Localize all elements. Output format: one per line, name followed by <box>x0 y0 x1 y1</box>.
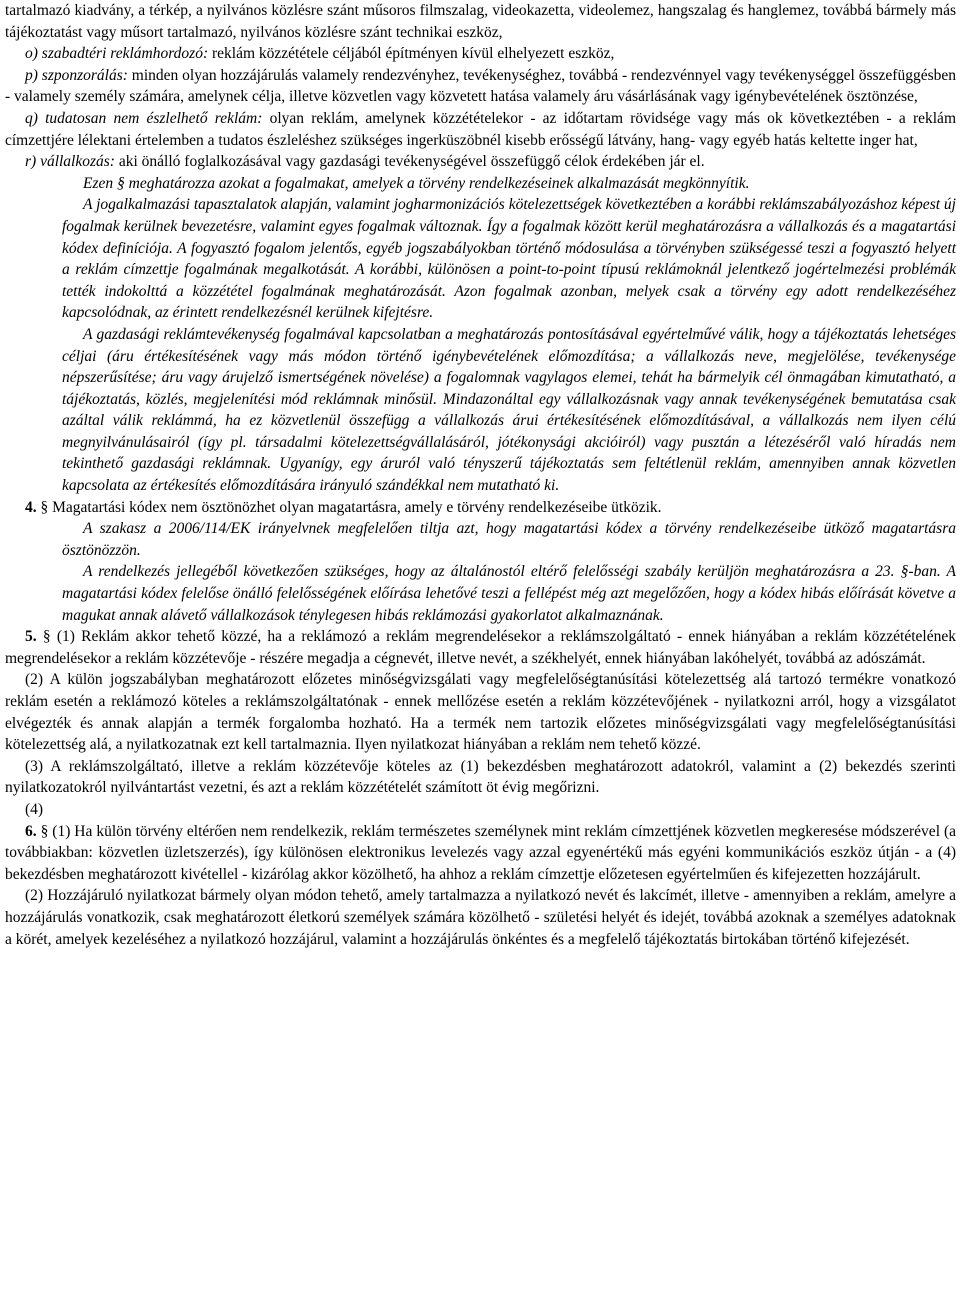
definition-term: p) szponzorálás: <box>25 66 128 84</box>
section-number: 5. <box>25 628 37 646</box>
definition-text: olyan reklám, amelynek közzétételekor - az időtartam rövidsége vagy más ok következtében - a reklám címzettjére lélektani értelemben a tudatos észleléshez szükséges ingerküszöbnél kisebb erősségű látvány, hang- vagy egyéb hatás keltette inger hat, <box>5 109 956 149</box>
definition-text: reklám közzététele céljából építményen kívül elhelyezett eszköz, <box>208 45 615 63</box>
definition-term: q) tudatosan nem észlelhető reklám: <box>25 109 263 127</box>
section-text: (1) Reklám akkor tehető közzé, ha a reklámozó a reklám megrendelésekor a reklámszolgáltató - ennek hiányában a reklám közzétételének megrendelésekor a reklám közzétevője - részére megadja a cégnevét, illetve nevét, a székhelyét, ennek hiányában lakóhelyét, továbbá az adószámát. <box>5 628 956 667</box>
definition-term: o) szabadtéri reklámhordozó: <box>25 45 209 63</box>
paragraph-6-2: (2) Hozzájáruló nyilatkozat bármely olyan módon tehető, amely tartalmazza a nyilatkozó nevét és lakcímét, illetve - amennyiben a reklám, amelyre a hozzájárulás vonatkozik, csak meghatározott életkorú személyek számára közölhető - születési helyét és idejét, továbbá azoknak a személyes adatoknak a körét, amelyek kezeléséhez a nyilatkozó hozzájárul, valamint a hozzájárulás önkéntes és a megfelelő tájékoztatás birtokában történő kifejezését. <box>5 887 956 948</box>
reasoning-paragraph: A gazdasági reklámtevékenység fogalmával kapcsolatban a meghatározás pontosításával egyértelművé válik, hogy a tájékoztatás lehetséges céljai (áru értékesítésének vagy más módon történő igénybevételének előmozdítása; a vállalkozás neve, megjelölése, tevékenysége népszerűsítése; áru vagy árujelző ismertségének növelése) a fogalomnak vagylagos elemei, tehát ha bármelyik cél önmagában kimutatható, a tájékoztatás, közlés, megjelenítési mód reklámnak minősül. Mindazonáltal egy vállalkozásnak vagy annak tevékenységének bemutatása csak azáltal válik reklámmá, ha ez közvetlenül összefügg a vállalkozás árui értékesítésének előmozdításával, a vállalkozás nem ilyen célú megnyilvánulásairól (így pl. társadalmi kötelezettségvállalásáról, jótékonysági akcióiról) vagy pusztán a létezéséről való híradás nem tekinthető gazdasági reklámnak. Ugyanígy, egy áruról való tényszerű tájékoztatás sem feltétlenül reklám, amennyiben annak közvetlen kapcsolata az értékesítés előmozdítására irányuló szándékkal nem mutatható ki. <box>62 325 956 495</box>
section-number: 6. <box>25 822 37 840</box>
section-6 <box>5 821 956 886</box>
section-mark: § <box>40 498 49 516</box>
section-text: Magatartási kódex nem ösztönözhet olyan magatartásra, amely e törvény rendelkezéseibe ütközik. <box>48 498 662 516</box>
section-text: (1) Ha külön törvény eltérően nem rendelkezik, reklám természetes személynek mint reklám címzettjének közvetlen megkeresése módszerével (a továbbiakban: közvetlen üzletszerzés), így különösen elektronikus levelezés vagy azzal egyenértékű más egyéni kommunikációs eszköz útján - a (4) bekezdésben meghatározott kivétellel - kizárólag akkor közölhető, ha ahhoz a reklám címzettje előzetesen egyértelműen és kifejezetten hozzájárult. <box>5 822 956 883</box>
definition-text: aki önálló foglalkozásával vagy gazdasági tevékenységével összefüggő célok érdekében jár el. <box>114 153 705 171</box>
definition-r <box>5 151 956 173</box>
reasoning-paragraph: Ezen § meghatározza azokat a fogalmakat, amelyek a törvény rendelkezéseinek alkalmazását megkönnyítik. <box>83 174 750 192</box>
definition-o <box>5 43 956 65</box>
paragraph-5-2: (2) A külön jogszabályban meghatározott előzetes minőségvizsgálati vagy megfelelőségtanúsítási kötelezettség alá tartozó termékre vonatkozó reklám esetén a reklámozó köteles a reklámszolgáltatónak - ennek mellőzése esetén a reklám közzétevőjének - nyilatkozni arról, hogy a vizsgálatot elvégezték és annak alapján a termék forgalomba hozható. Ha a termék nem tartozik előzetes minőségvizsgálati vagy megfelelőségtanúsítási kötelezettség alá, a nyilatkozatnak ezt kell tartalmaznia. Ilyen nyilatkozat hiányában a reklám nem tehető közzé. <box>5 671 956 754</box>
reasoning-paragraph: A rendelkezés jellegéből következően szükséges, hogy az általánostól eltérő felelősségi szabály kerüljön meghatározásra a 23. §-ban. A magatartási kódex felelőse önálló felelősségének előírása lehetővé teszi a fellépést még azt megelőzően, hogy a kódex hibás előírását követve a magukat annak alávető vállalkozások ténylegesen hibás reklámozási gyakorlatot alkalmaznának. <box>62 563 956 624</box>
section-5 <box>5 626 956 669</box>
definition-term: r) vállalkozás: <box>25 153 115 171</box>
section-4 <box>5 497 956 519</box>
section-mark: § <box>40 822 49 840</box>
paragraph-5-3: (3) A reklámszolgáltató, illetve a reklám közzétevője köteles az (1) bekezdésben meghatározott adatokról, valamint a (2) bekezdés szerinti nyilatkozatokról nyilvántartást vezetni, és azt a reklám közzétételét számított öt évig megőrizni. <box>5 757 956 797</box>
continuation-text: tartalmazó kiadvány, a térkép, a nyilvános közlésre szánt műsoros filmszalag, videokazetta, videolemez, hangszalag és hanglemez, továbbá bármely más tájékoztatást vagy műsort tartalmazó, nyilvános közlésre szánt technikai eszköz, <box>5 2 956 41</box>
paragraph-5-4: (4) <box>25 800 44 818</box>
section-number: 4. <box>25 498 37 516</box>
reasoning-paragraph: A jogalkalmazási tapasztalatok alapján, valamint jogharmonizációs kötelezettségek következtében a korábbi reklámszabályozáshoz képest új fogalmak kerülnek bevezetésre, valamint egyes fogalmak változnak. Így a fogalmak között kerül meghatározásra a vállalkozás és a magatartási kódex definíciója. A fogyasztó fogalom jelentős, egyéb jogszabályokban történő módosulása a törvényben szükségessé teszi a fogyasztó helyett a reklám címzettje fogalmának megalkotását. A korábbi, különösen a point-to-point típusú reklámoknál jelentkező jogértelmezési problémák tették indokolttá a közzététel fogalmának meghatározását. Azon fogalmak azonban, melyek csak a törvény egy adott rendelkezéséhez kapcsolódnak, az érintett rendelkezésnél kerülnek kifejtésre. <box>62 196 956 322</box>
section-mark: § <box>42 628 51 646</box>
definition-text: minden olyan hozzájárulás valamely rendezvényhez, tevékenységhez, továbbá - rendezvénnyel vagy tevékenységgel összefüggésben - valamely személy számára, amelynek célja, illetve közvetlen vagy közvetett hatása valamely áru vásárlásának vagy igénybevételének ösztönzése, <box>5 66 956 106</box>
definition-p <box>5 65 956 108</box>
reasoning-paragraph: A szakasz a 2006/114/EK irányelvnek megfelelően tiltja azt, hogy magatartási kódex a törvény rendelkezéseibe ütköző magatartásra ösztönözzön. <box>62 520 956 559</box>
definition-q <box>5 108 956 151</box>
